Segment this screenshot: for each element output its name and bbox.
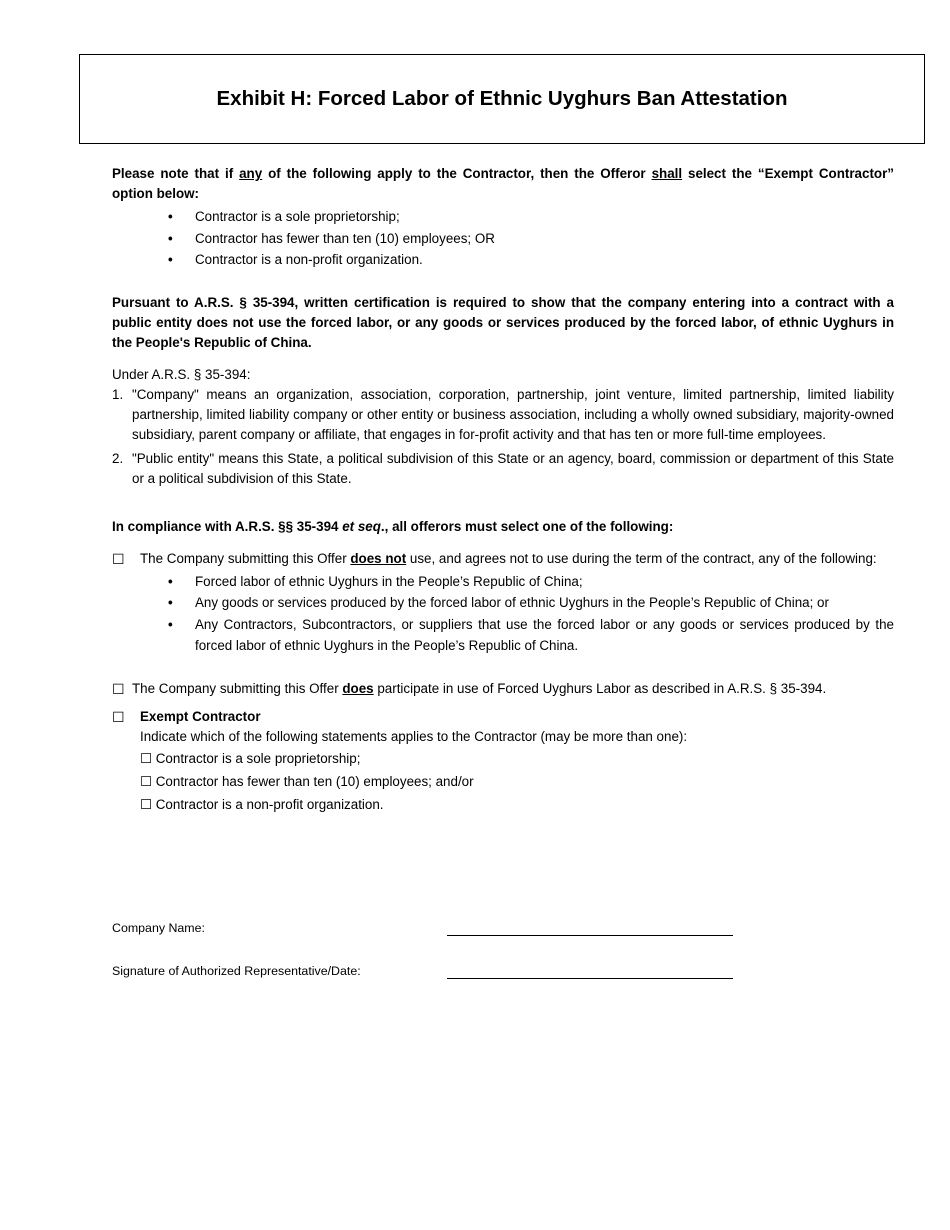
intro-text: select the “Exempt Contractor” option below: (112, 166, 894, 201)
under-heading: Under A.R.S. § 35-394: (112, 366, 251, 382)
company-name-label: Company Name: (112, 921, 205, 935)
bullet-icon: • (168, 230, 173, 246)
checkbox-icon[interactable]: ☐ (112, 680, 125, 697)
definitions-section (112, 365, 894, 489)
list-item: 1. "Company" means an organization, association, corporation, partnership, joint venture, limited partnership, limited liability partnership, limited liability company or other entity or business association, including a wholly owned subsidiary, majority-owned subsidiary, parent company or affiliate, that engages in for-profit activity and that has ten or more full-time employees. (112, 386, 894, 442)
bullet-icon: • (168, 252, 173, 267)
document-title: Exhibit H: Forced Labor of Ethnic Uyghurs Ban Attestation (216, 87, 788, 110)
list-item: • Contractor has fewer than ten (10) employees; OR (112, 228, 894, 250)
bullet-icon: • (168, 595, 173, 610)
bullet-icon: • (168, 573, 173, 589)
intro-text: of the following apply to the Contractor, then the Offeror (262, 166, 652, 181)
signature-field[interactable] (447, 964, 733, 979)
bullet-icon: • (168, 209, 173, 224)
list-item: • Contractor is a sole proprietorship; (112, 206, 894, 228)
list-item: • Forced labor of ethnic Uyghurs in the People’s Republic of China; (140, 571, 894, 593)
list-item: • Contractor is a non-profit organization. (112, 249, 894, 271)
prohibited-list (140, 571, 894, 657)
checkbox-icon[interactable]: ☐ (140, 796, 153, 812)
compliance-heading: In compliance with A.R.S. §§ 35-394 et seq., all offerors must select one of the following: (112, 518, 674, 534)
option-text: The Company submitting this Offer does not use, and agrees not to use during the term of the contract, any of the following: (140, 550, 877, 566)
exempt-label: Exempt Contractor (140, 708, 261, 724)
option-exempt (112, 707, 894, 816)
intro-shall: shall (651, 166, 683, 181)
checkbox-icon[interactable]: ☐ (140, 773, 153, 789)
pursuant-paragraph: Pursuant to A.R.S. § 35-394, written certification is required to show that the company entering into a contract with a public entity does not use the forced labor, or any goods or services produced by the forced labor, of ethnic Uyghurs in the People's Republic of China. (112, 294, 894, 350)
company-name-field[interactable] (447, 921, 733, 936)
exempt-sub-option[interactable]: ☐ Contractor has fewer than ten (10) employees; and/or (140, 773, 474, 789)
intro-text: Please note that if (112, 166, 240, 181)
intro-any: any (239, 166, 263, 181)
checkbox-icon[interactable]: ☐ (140, 750, 153, 766)
definitions-list (112, 385, 894, 489)
list-item: 2. "Public entity" means this State, a political subdivision of this State or an agency, board, commission or department of this State or a political subdivision of this State. (112, 450, 894, 486)
exempt-instruction: Indicate which of the following statements applies to the Contractor (may be more than one): (140, 728, 688, 744)
checkbox-icon[interactable]: ☐ (112, 708, 125, 725)
exempt-sub-option[interactable]: ☐ Contractor is a sole proprietorship; (140, 750, 361, 766)
option-does-not (112, 549, 894, 657)
option-does (112, 679, 894, 699)
list-item: • Any Contractors, Subcontractors, or suppliers that use the forced labor or any goods or services produced by the forced labor of ethnic Uyghurs in the People’s Republic of China. (140, 614, 894, 657)
intro-paragraph (112, 164, 894, 204)
exemption-list (112, 206, 894, 271)
checkbox-icon[interactable]: ☐ (112, 550, 125, 567)
title-box (79, 54, 925, 144)
document-body (112, 164, 894, 816)
bullet-icon: • (168, 616, 173, 632)
exempt-sub-option[interactable]: ☐ Contractor is a non-profit organization. (140, 796, 384, 812)
option-text: The Company submitting this Offer does participate in use of Forced Uyghurs Labor as described in A.R.S. § 35-394. (132, 680, 827, 696)
list-item: • Any goods or services produced by the forced labor of ethnic Uyghurs in the People’s Republic of China; or (140, 592, 894, 614)
signature-label: Signature of Authorized Representative/Date: (112, 964, 361, 978)
